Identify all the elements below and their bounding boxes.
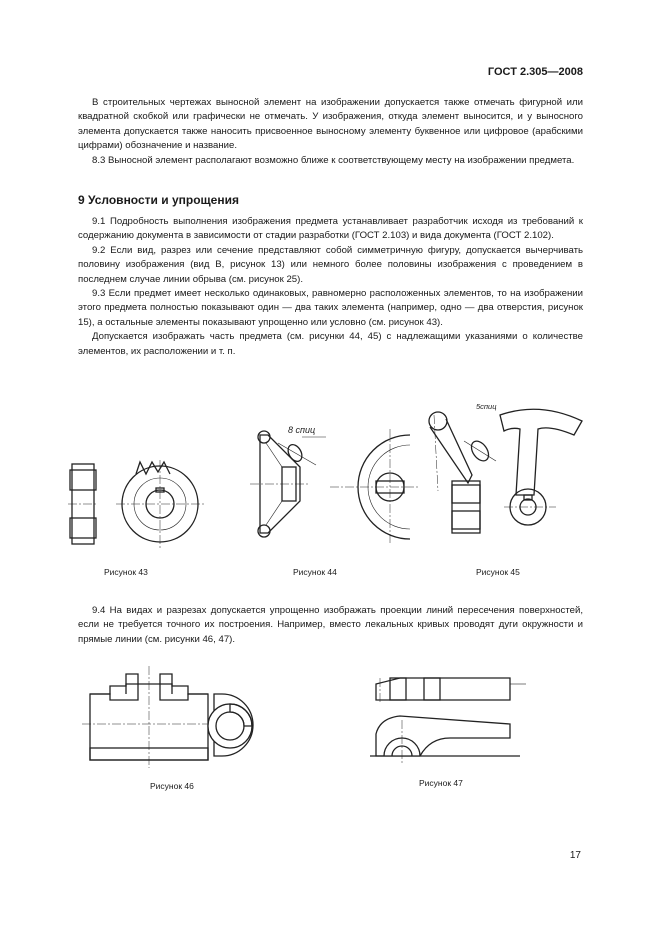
figure-44-drawing bbox=[240, 415, 420, 550]
text-block-section9 bbox=[78, 215, 583, 359]
paragraph-9-4: 9.4 На видах и разрезах допускается упрощенно изображать проекции линий пересечения поверхностей, если не требуется точного их построения. Например, вместо лекальных кривых проводят дуги окружности и прямые линии (см. рисунки 46, 47). bbox=[78, 605, 583, 645]
fig44-spoke-count-label: 8 спиц bbox=[288, 425, 316, 435]
paragraph-9-1: 9.1 Подробность выполнения изображения предмета устанавливает разработчик исходя из требований к содержанию документа в зависимости от стадии разработки (ГОСТ 2.103) и вида документа (ГОСТ 2.102). bbox=[78, 216, 583, 242]
paragraph-construction-drawings: В строительных чертежах выносной элемент на изображении допускается также отмечать фигурной или квадратной скобкой или графически не отмечать. У изображения, откуда элемент выносится, и у выносного элемента допускается также наносить присвоенное выносному элементу буквенное или цифровое (арабскими цифрами) обозначение и название. bbox=[78, 97, 583, 152]
fig45-spoke-callout bbox=[464, 402, 497, 464]
page-number: 17 bbox=[569, 850, 581, 861]
fig47-top-section bbox=[376, 678, 526, 704]
figure-47-caption: Рисунок 47 bbox=[419, 778, 463, 788]
fig44-half-view bbox=[330, 429, 418, 545]
figure-46-drawing bbox=[80, 664, 260, 774]
paragraph-9-3: 9.3 Если предмет имеет несколько одинаковых, равномерно расположенных элементов, то на изображении этого предмета полностью показывают один — два таких элемента (например, одно — два отверстия, рисунок 15), а остальные элементы показывают упрощенно или условно (см. рисунок 43). bbox=[78, 288, 583, 328]
paragraph-9-2: 9.2 Если вид, разрез или сечение представляют собой симметричную фигуру, допускается вычерчивать половину изображения (вид В, рисунок 13) или немного более половины изображения с проведением в последнем случае линии обрыва (см. рисунок 25). bbox=[78, 244, 583, 285]
fig45-side-view bbox=[429, 412, 480, 533]
paragraph-8-3: 8.3 Выносной элемент располагают возможно ближе к соответствующему месту на изображении предмета. bbox=[92, 154, 575, 166]
fig46-side-view bbox=[208, 694, 253, 756]
document-standard-code: ГОСТ 2.305—2008 bbox=[487, 66, 583, 78]
fig43-side-section bbox=[68, 464, 98, 544]
figure-45-drawing bbox=[420, 395, 590, 555]
paragraph-partial-image: Допускается изображать часть предмета (см. рисунки 44, 45) с надлежащими указаниями о количестве элементов, их расположении и т. п. bbox=[78, 331, 583, 357]
figure-43-caption: Рисунок 43 bbox=[104, 567, 148, 577]
figure-45-caption: Рисунок 45 bbox=[476, 567, 520, 577]
fig45-front-view bbox=[500, 409, 582, 525]
fig45-spoke-count-label: 5спиц bbox=[476, 402, 497, 411]
fig46-section-view bbox=[82, 666, 216, 768]
fig43-front-view bbox=[116, 460, 204, 548]
fig44-spoke-callout bbox=[278, 425, 326, 465]
fig44-section-view bbox=[250, 431, 310, 537]
figure-43-drawing bbox=[60, 440, 210, 560]
figure-46-caption: Рисунок 46 bbox=[150, 781, 194, 791]
figure-47-drawing bbox=[360, 664, 530, 774]
fig47-front-view bbox=[370, 716, 520, 764]
section-heading: 9 Условности и упрощения bbox=[78, 193, 239, 207]
figure-44-caption: Рисунок 44 bbox=[293, 567, 337, 577]
paragraph-9-4-block bbox=[78, 604, 583, 647]
text-block-intro bbox=[78, 96, 583, 168]
